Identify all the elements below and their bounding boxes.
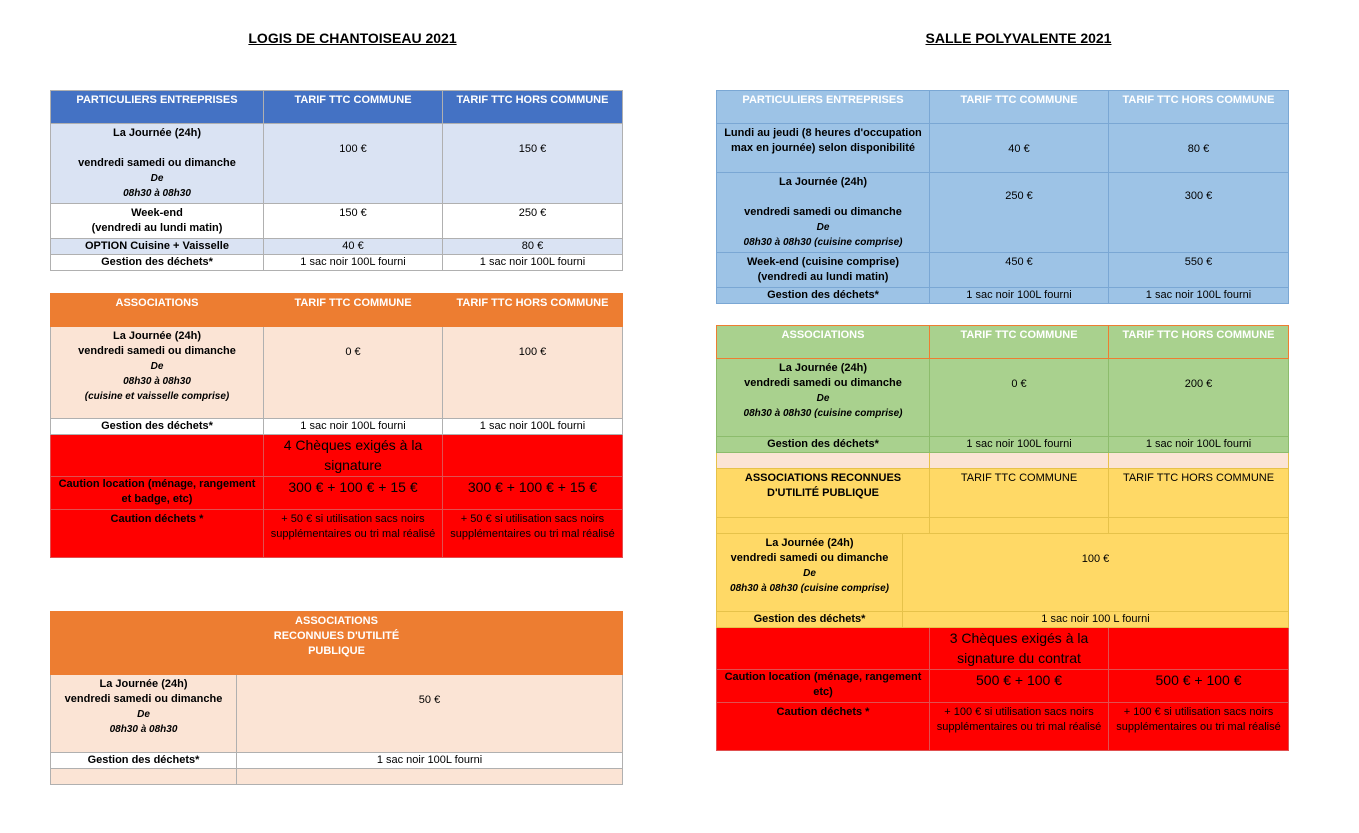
- col-header: ASSOCIATIONS: [717, 326, 930, 359]
- empty-cell: [717, 453, 930, 469]
- row-label: Caution déchets *: [51, 510, 264, 558]
- row-label: La Journée (24h) vendredi samedi ou dimanche De 08h30 à 08h30 (cuisine et vaisselle comprise): [51, 327, 264, 419]
- row-label: OPTION Cuisine + Vaisselle: [51, 239, 264, 255]
- price-cell: 550 €: [1109, 253, 1289, 288]
- price-cell: 0 €: [264, 327, 443, 419]
- price-cell: 300 €: [1109, 173, 1289, 253]
- price-cell: 50 €: [237, 675, 623, 753]
- price-cell: 40 €: [930, 124, 1109, 173]
- row-label: La Journée (24h) vendredi samedi ou dimanche De 08h30 à 08h30 (cuisine comprise): [717, 173, 930, 253]
- price-cell: 450 €: [930, 253, 1109, 288]
- col-header: TARIF TTC HORS COMMUNE: [443, 294, 623, 327]
- row-label: Week-end (cuisine comprise) (vendredi au lundi matin): [717, 253, 930, 288]
- waste-deposit-cell: + 50 € si utilisation sacs noirs supplémentaires ou tri mal réalisé: [264, 510, 443, 558]
- empty-cell: [51, 435, 264, 477]
- col-header: TARIF TTC COMMUNE: [264, 91, 443, 124]
- waste-deposit-cell: + 100 € si utilisation sacs noirs supplémentaires ou tri mal réalisé: [1109, 703, 1289, 751]
- row-label: La Journée (24h) vendredi samedi ou dimanche De 08h30 à 08h30 (cuisine comprise): [717, 534, 903, 612]
- waste-cell: 1 sac noir 100 L fourni: [903, 612, 1289, 628]
- price-cell: 250 €: [930, 173, 1109, 253]
- row-label: Caution location (ménage, rangement etc): [717, 670, 930, 703]
- empty-cell: [443, 435, 623, 477]
- waste-cell: 1 sac noir 100L fourni: [264, 255, 443, 271]
- waste-deposit-cell: + 50 € si utilisation sacs noirs supplémentaires ou tri mal réalisé: [443, 510, 623, 558]
- waste-cell: 1 sac noir 100L fourni: [443, 255, 623, 271]
- row-label: La Journée (24h) vendredi samedi ou dimanche De 08h30 à 08h30: [51, 675, 237, 753]
- left-title: LOGIS DE CHANTOISEAU 2021: [248, 30, 457, 46]
- cheques-note: 4 Chèques exigés à la signature: [264, 435, 443, 477]
- waste-cell: 1 sac noir 100L fourni: [264, 419, 443, 435]
- empty-cell: [51, 769, 237, 785]
- row-label: Gestion des déchets*: [717, 612, 903, 628]
- row-label: La Journée (24h) vendredi samedi ou dimanche De 08h30 à 08h30 (cuisine comprise): [717, 359, 930, 437]
- col-header: TARIF TTC COMMUNE: [930, 91, 1109, 124]
- col-header: TARIF TTC HORS COMMUNE: [443, 91, 623, 124]
- waste-cell: 1 sac noir 100L fourni: [930, 288, 1109, 304]
- price-cell: 0 €: [930, 359, 1109, 437]
- row-label: Gestion des déchets*: [717, 437, 930, 453]
- logis-aru-table: [50, 611, 623, 785]
- row-label: Lundi au jeudi (8 heures d'occupation max en journée) selon disponibilité: [717, 124, 930, 173]
- price-cell: 200 €: [1109, 359, 1289, 437]
- price-cell: 80 €: [1109, 124, 1289, 173]
- col-header: TARIF TTC HORS COMMUNE: [1109, 326, 1289, 359]
- deposit-cell: 500 € + 100 €: [930, 670, 1109, 703]
- empty-cell: [930, 453, 1109, 469]
- price-cell: 40 €: [264, 239, 443, 255]
- price-cell: 150 €: [443, 124, 623, 204]
- deposit-cell: 500 € + 100 €: [1109, 670, 1289, 703]
- price-cell: 100 €: [443, 327, 623, 419]
- price-cell: 150 €: [264, 204, 443, 239]
- row-label: ASSOCIATIONS RECONNUES D'UTILITÉ PUBLIQUE: [717, 469, 930, 518]
- right-title: SALLE POLYVALENTE 2021: [925, 30, 1112, 46]
- empty-cell: [1109, 453, 1289, 469]
- waste-deposit-cell: + 100 € si utilisation sacs noirs supplémentaires ou tri mal réalisé: [930, 703, 1109, 751]
- waste-cell: 1 sac noir 100L fourni: [237, 753, 623, 769]
- row-label: Caution déchets *: [717, 703, 930, 751]
- row-label: Week-end (vendredi au lundi matin): [51, 204, 264, 239]
- cheques-note: 3 Chèques exigés à la signature du contrat: [930, 628, 1109, 670]
- price-cell: 80 €: [443, 239, 623, 255]
- deposit-cell: 300 € + 100 € + 15 €: [443, 477, 623, 510]
- empty-cell: [1109, 518, 1289, 534]
- price-cell: 100 €: [903, 534, 1289, 612]
- salle-particuliers-table: [716, 90, 1289, 304]
- col-header: TARIF TTC COMMUNE: [930, 326, 1109, 359]
- col-header: TARIF TTC COMMUNE: [930, 469, 1109, 518]
- row-label: Gestion des déchets*: [51, 753, 237, 769]
- logis-associations-table: [50, 293, 623, 558]
- row-label: La Journée (24h) vendredi samedi ou dimanche De 08h30 à 08h30: [51, 124, 264, 204]
- col-header: TARIF TTC HORS COMMUNE: [1109, 469, 1289, 518]
- col-header: PARTICULIERS ENTREPRISES: [717, 91, 930, 124]
- row-label: Gestion des déchets*: [51, 419, 264, 435]
- col-header: TARIF TTC COMMUNE: [264, 294, 443, 327]
- row-label: Gestion des déchets*: [51, 255, 264, 271]
- logis-particuliers-table: [50, 90, 623, 271]
- empty-cell: [237, 769, 623, 785]
- col-header: ASSOCIATIONS: [51, 294, 264, 327]
- row-label: Gestion des déchets*: [717, 288, 930, 304]
- price-cell: 250 €: [443, 204, 623, 239]
- deposit-cell: 300 € + 100 € + 15 €: [264, 477, 443, 510]
- table-header: ASSOCIATIONS RECONNUES D'UTILITÉ PUBLIQUE: [51, 612, 623, 675]
- waste-cell: 1 sac noir 100L fourni: [443, 419, 623, 435]
- waste-cell: 1 sac noir 100L fourni: [1109, 437, 1289, 453]
- salle-associations-table: [716, 325, 1289, 751]
- waste-cell: 1 sac noir 100L fourni: [930, 437, 1109, 453]
- empty-cell: [930, 518, 1109, 534]
- row-label: Caution location (ménage, rangement et badge, etc): [51, 477, 264, 510]
- waste-cell: 1 sac noir 100L fourni: [1109, 288, 1289, 304]
- price-cell: 100 €: [264, 124, 443, 204]
- empty-cell: [717, 518, 930, 534]
- empty-cell: [717, 628, 930, 670]
- col-header: TARIF TTC HORS COMMUNE: [1109, 91, 1289, 124]
- empty-cell: [1109, 628, 1289, 670]
- col-header: PARTICULIERS ENTREPRISES: [51, 91, 264, 124]
